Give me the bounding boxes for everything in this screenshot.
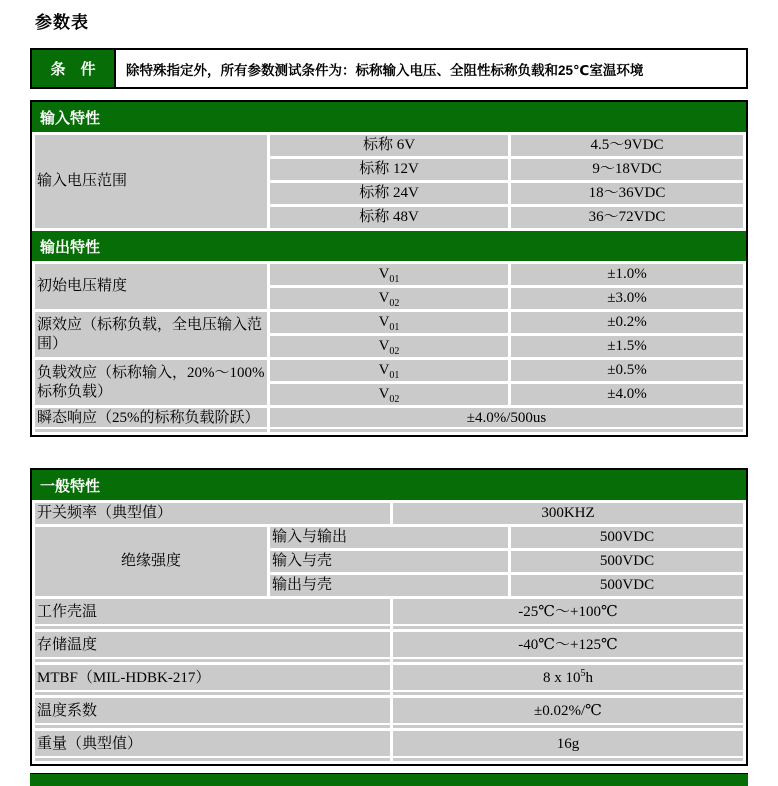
param-value-cell: ±3.0% xyxy=(511,288,743,309)
param-value-cell: ±4.0% xyxy=(511,384,743,405)
param-value-cell: 500VDC xyxy=(511,551,743,572)
mtbf-value-base: 8 x 10 xyxy=(543,670,581,687)
param-name-cell: 输入与输出 xyxy=(270,527,508,548)
table-row xyxy=(35,731,743,761)
table-row xyxy=(35,264,743,285)
condition-label: 条 件 xyxy=(32,50,116,87)
param-value-cell: ±0.5% xyxy=(511,360,743,381)
vout-symbol: V xyxy=(378,314,390,331)
general-characteristics-table xyxy=(32,500,746,764)
mtbf-value-exponent: 5 xyxy=(580,668,586,680)
param-value-cell: ±1.5% xyxy=(511,336,743,357)
param-value-cell: ±0.02%/℃ xyxy=(393,698,743,728)
vout-subscript: 02 xyxy=(389,346,400,357)
param-value-cell: 500VDC xyxy=(511,527,743,548)
section-header-input: 输入特性 xyxy=(32,102,746,132)
switching-frequency-label: 开关频率（典型值） xyxy=(35,503,390,524)
condition-box xyxy=(30,48,748,89)
temp-coefficient-label: 温度系数 xyxy=(35,698,390,728)
param-value-cell: 500VDC xyxy=(511,575,743,596)
line-regulation-label: 源效应（标称负载，全电压输入范围） xyxy=(35,312,267,357)
param-value-cell: ±4.0%/500us xyxy=(270,408,743,432)
isolation-label: 绝缘强度 xyxy=(35,527,267,596)
param-name-cell: 标称 12V xyxy=(270,159,508,180)
vout-symbol: V xyxy=(378,266,390,283)
case-temperature-label: 工作壳温 xyxy=(35,599,390,629)
param-value-cell: 18～36VDC xyxy=(511,183,743,204)
vout-symbol: V xyxy=(378,386,390,403)
vout-subscript: 02 xyxy=(389,298,400,309)
table-row xyxy=(35,360,743,381)
param-name-cell xyxy=(270,384,508,405)
param-value-cell: ±1.0% xyxy=(511,264,743,285)
mtbf-label: MTBF（MIL-HDBK-217） xyxy=(35,665,390,695)
table-row xyxy=(35,312,743,333)
vout-subscript: 02 xyxy=(389,394,400,405)
param-value-cell: 4.5～9VDC xyxy=(511,135,743,156)
accuracy-label: 初始电压精度 xyxy=(35,264,267,309)
param-value-cell xyxy=(393,665,743,695)
param-name-cell: 输出与壳 xyxy=(270,575,508,596)
table-row xyxy=(35,408,743,432)
param-name-cell xyxy=(270,288,508,309)
param-value-cell: -40℃～+125℃ xyxy=(393,632,743,662)
table-row xyxy=(35,632,743,662)
load-regulation-label: 负载效应（标称输入，20%～100%标称负载） xyxy=(35,360,267,405)
condition-text: 除特殊指定外，所有参数测试条件为：标称输入电压、全阻性标称负载和25℃室温环境 xyxy=(126,62,644,78)
table-row xyxy=(35,665,743,695)
vout-symbol: V xyxy=(378,338,390,355)
storage-temperature-label: 存储温度 xyxy=(35,632,390,662)
weight-label: 重量（典型值） xyxy=(35,731,390,761)
table-row xyxy=(35,527,743,548)
transient-response-label: 瞬态响应（25%的标称负载阶跃） xyxy=(35,408,267,432)
input-voltage-range-label: 输入电压范围 xyxy=(35,135,267,228)
output-characteristics-table xyxy=(32,261,746,435)
param-value-cell: 9～18VDC xyxy=(511,159,743,180)
vout-subscript: 01 xyxy=(389,274,400,285)
parameter-table-general xyxy=(30,468,748,766)
table-row xyxy=(35,503,743,524)
vout-symbol: V xyxy=(378,290,390,307)
param-name-cell: 标称 24V xyxy=(270,183,508,204)
parameter-table-io xyxy=(30,100,748,437)
vout-symbol: V xyxy=(378,362,390,379)
param-value-cell: 16g xyxy=(393,731,743,761)
param-value-cell: 300KHZ xyxy=(393,503,743,524)
table-row xyxy=(35,599,743,629)
mtbf-value-unit: h xyxy=(585,670,593,687)
param-name-cell xyxy=(270,264,508,285)
input-characteristics-table xyxy=(32,132,746,231)
param-name-cell: 标称 48V xyxy=(270,207,508,228)
vout-subscript: 01 xyxy=(389,370,400,381)
param-value-cell: ±0.2% xyxy=(511,312,743,333)
section-header-general: 一般特性 xyxy=(32,470,746,500)
param-name-cell xyxy=(270,360,508,381)
param-name-cell xyxy=(270,336,508,357)
param-name-cell: 标称 6V xyxy=(270,135,508,156)
param-name-cell: 输入与壳 xyxy=(270,551,508,572)
page-title: 参数表 xyxy=(35,13,89,32)
vout-subscript: 01 xyxy=(389,322,400,333)
table-row xyxy=(35,698,743,728)
param-value-cell: 36～72VDC xyxy=(511,207,743,228)
section-header-output: 输出特性 xyxy=(32,231,746,261)
table-row xyxy=(35,135,743,156)
param-value-cell: -25℃～+100℃ xyxy=(393,599,743,629)
param-name-cell xyxy=(270,312,508,333)
